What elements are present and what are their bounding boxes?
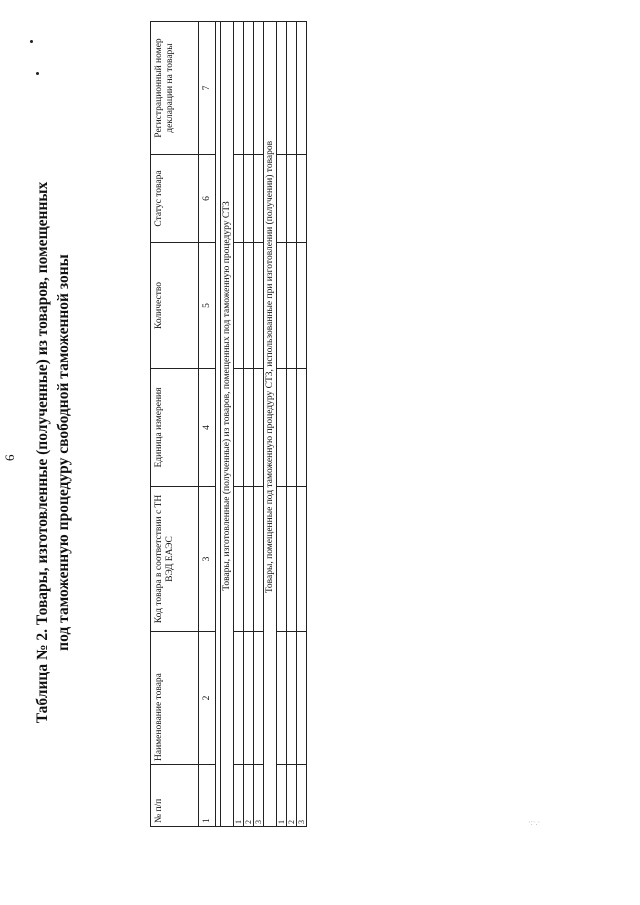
page-number: 6 [2, 454, 17, 461]
table-cell [287, 243, 297, 369]
table-cell [234, 22, 244, 155]
table-title [32, 0, 74, 905]
table-cell [277, 487, 287, 632]
table-cell [254, 632, 264, 765]
table-cell [287, 369, 297, 487]
table-row [297, 22, 307, 827]
column-number: 1 [199, 765, 216, 827]
table-cell [297, 22, 307, 155]
table-cell [244, 22, 254, 155]
table-cell [244, 632, 254, 765]
table-row [287, 22, 297, 827]
header-cell: Наименование товара [151, 632, 199, 765]
table-cell [297, 155, 307, 243]
scan-smudge: ·:·.· [528, 818, 541, 827]
table-cell [277, 22, 287, 155]
title-line-1: Таблица № 2. Товары, изготовленные (полученные) из товаров, помещенных [34, 181, 51, 724]
scan-speck [36, 72, 39, 75]
table-cell [297, 243, 307, 369]
table-cell [277, 369, 287, 487]
column-number: 2 [199, 632, 216, 765]
header-cell: Код товара в соответствии с ТН ВЭД ЕАЭС [151, 487, 199, 632]
column-number-row [199, 22, 216, 827]
goods-table [150, 21, 307, 827]
table-cell [244, 243, 254, 369]
table-cell [287, 155, 297, 243]
row-number: 1 [234, 765, 244, 827]
table-cell [287, 632, 297, 765]
table-cell [254, 243, 264, 369]
table-cell [244, 369, 254, 487]
table-cell [254, 487, 264, 632]
header-row [151, 22, 199, 827]
column-number: 6 [199, 155, 216, 243]
table-row [244, 22, 254, 827]
table-cell [287, 487, 297, 632]
section-2-title: Товары, помещенные под таможенную процедуру СТЗ, использованные при изготовлении (получении) товаров [264, 22, 277, 827]
header-cell: Статус товара [151, 155, 199, 243]
column-number: 5 [199, 243, 216, 369]
table-cell [297, 632, 307, 765]
section-1-title: Товары, изготовленные (полученные) из товаров, помещенных под таможенную процедуру СТЗ [221, 22, 234, 827]
table-cell [277, 155, 287, 243]
table-cell [234, 369, 244, 487]
header-cell: Количество [151, 243, 199, 369]
row-number: 2 [244, 765, 254, 827]
table-cell [254, 22, 264, 155]
table-cell [234, 155, 244, 243]
section-1-title-row [221, 22, 234, 827]
table-cell [287, 22, 297, 155]
column-number: 7 [199, 22, 216, 155]
table-cell [244, 487, 254, 632]
row-number: 2 [287, 765, 297, 827]
table-cell [244, 155, 254, 243]
table-cell [254, 155, 264, 243]
table-cell [277, 243, 287, 369]
row-number: 3 [297, 765, 307, 827]
header-cell: Единица измерения [151, 369, 199, 487]
table-cell [234, 487, 244, 632]
title-line-2: под таможенную процедуру свободной таможенной зоны [55, 254, 72, 651]
column-number: 4 [199, 369, 216, 487]
table-cell [277, 632, 287, 765]
table-cell [254, 369, 264, 487]
scan-speck [30, 40, 33, 43]
table-row [234, 22, 244, 827]
column-number: 3 [199, 487, 216, 632]
section-2-title-row [264, 22, 277, 827]
table-cell [234, 243, 244, 369]
table-row [254, 22, 264, 827]
table-row [277, 22, 287, 827]
row-number: 1 [277, 765, 287, 827]
header-cell: Регистрационный номер декларации на товары [151, 22, 199, 155]
table-cell [297, 487, 307, 632]
table-cell [297, 369, 307, 487]
row-number: 3 [254, 765, 264, 827]
header-cell: № п/п [151, 765, 199, 827]
table-cell [234, 632, 244, 765]
